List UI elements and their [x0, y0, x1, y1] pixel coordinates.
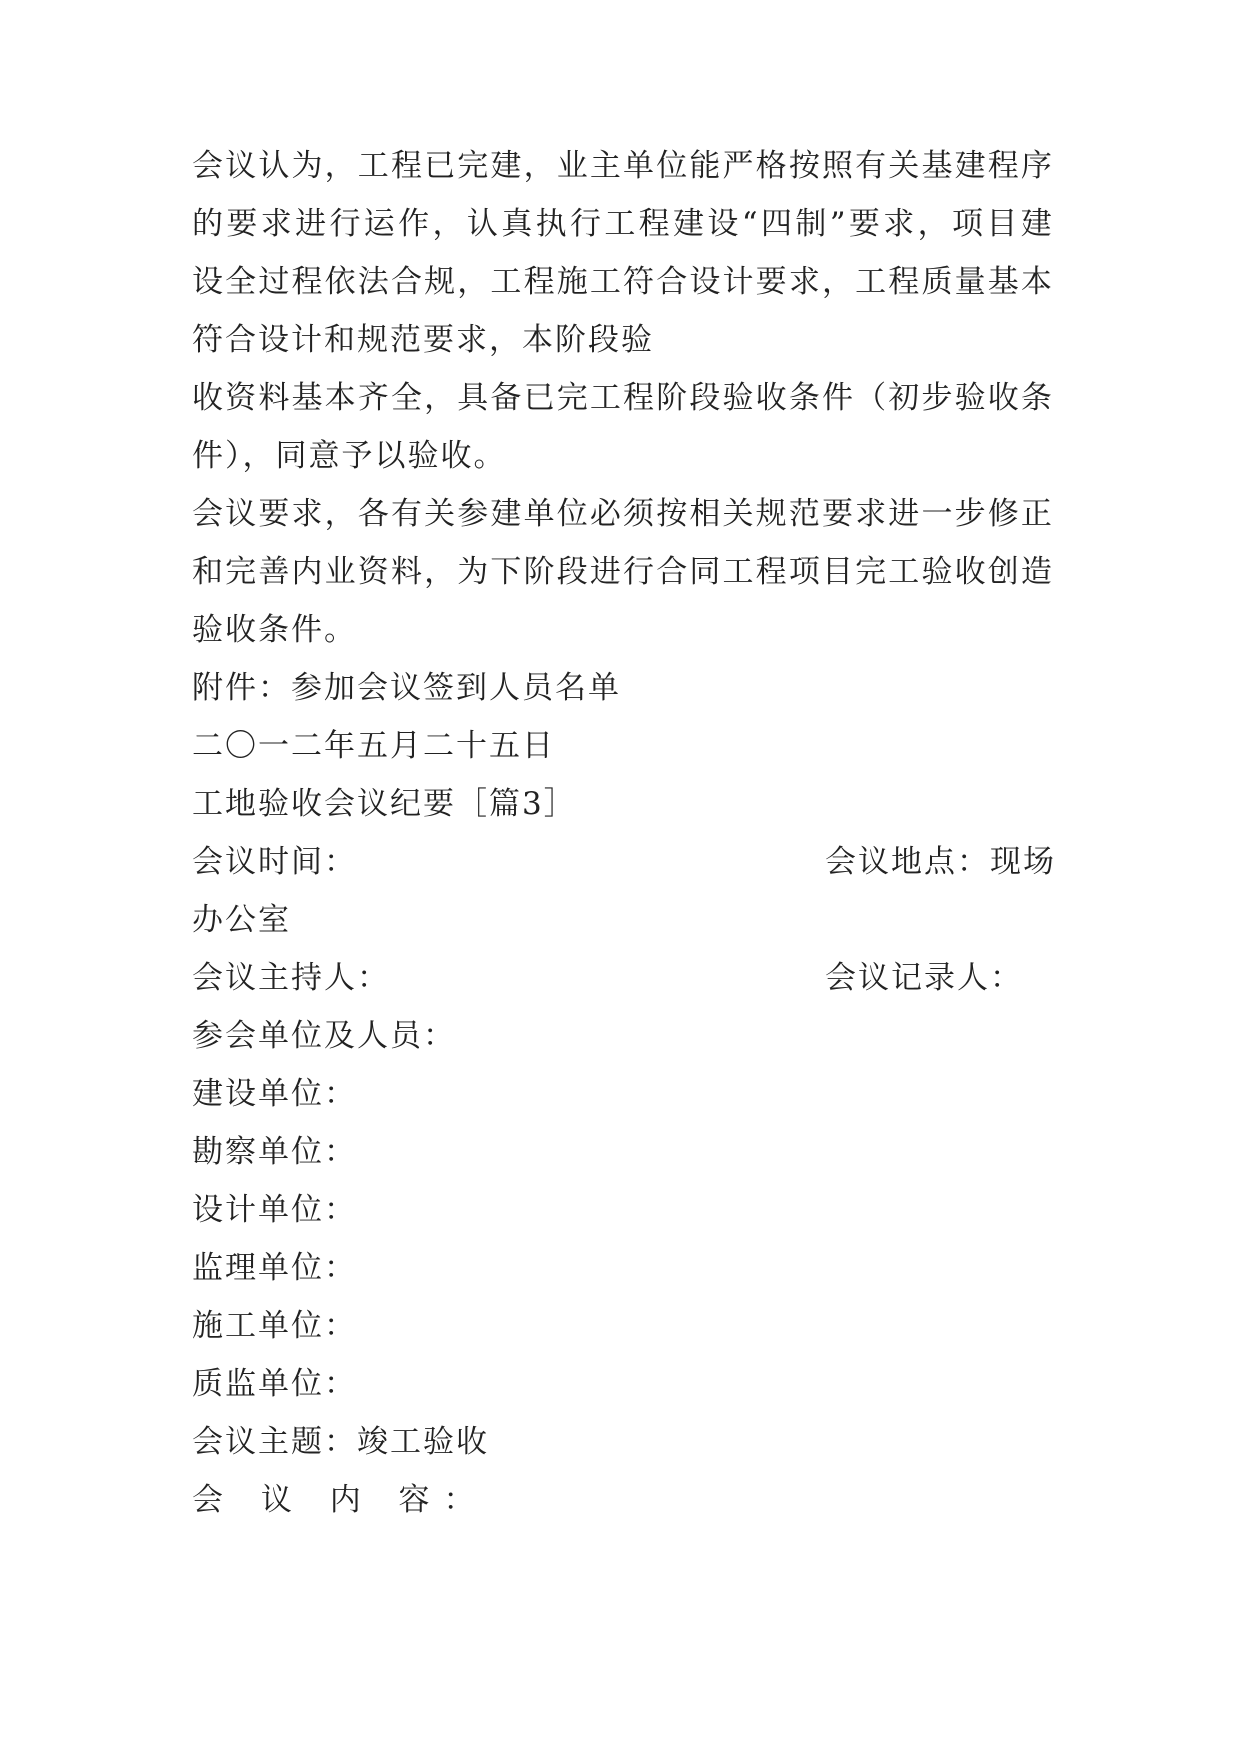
paragraph-1-line-1: 会 议 认 为 ， 工 程 已 完 建 ， 业 主 单 位 能 严 格 按 照 有 关 基 建 程 序 [192, 148, 1052, 184]
meeting-content-label: 会 议 内 容： [192, 1482, 489, 1518]
unit-quality-supervision: 质监单位： [192, 1366, 357, 1402]
date-line: 二〇一二年五月二十五日 [192, 728, 555, 764]
host-label: 会议主持人： [192, 960, 390, 996]
paragraph-2-line-1: 收 资 料 基 本 齐 全 ， 具 备 已 完 工 程 阶 段 验 收 条 件 （ 初 步 验 收 条 [192, 380, 1052, 416]
paragraph-1-line-2: 的 要 求 进 行 运 作 ， 认 真 执 行 工 程 建 设 “ 四 制 ” 要 求 ， 项 目 建 [192, 206, 1052, 242]
paragraph-3-line-1: 会 议 要 求 ， 各 有 关 参 建 单 位 必 须 按 相 关 规 范 要 求 进 一 步 修 正 [192, 496, 1052, 532]
paragraph-1-line-4: 符合设计和规范要求，本阶段验 [192, 322, 654, 358]
unit-construction: 建设单位： [192, 1076, 357, 1112]
paragraph-1-line-3: 设 全 过 程 依 法 合 规 ， 工 程 施 工 符 合 设 计 要 求 ， 工 程 质 量 基 本 [192, 264, 1052, 300]
meeting-place-label: 会议地点：现场 [825, 844, 1056, 880]
unit-survey: 勘察单位： [192, 1134, 357, 1170]
participants-label: 参会单位及人员： [192, 1018, 456, 1054]
recorder-label: 会议记录人： [825, 960, 1023, 996]
meeting-place-continuation: 办公室 [192, 902, 291, 938]
meeting-time-label: 会议时间： [192, 844, 357, 880]
section-title: 工地验收会议纪要［篇3］ [192, 786, 577, 822]
meeting-topic: 会议主题：竣工验收 [192, 1424, 489, 1460]
unit-supervision: 监理单位： [192, 1250, 357, 1286]
paragraph-3-line-2: 和 完 善 内 业 资 料 ， 为 下 阶 段 进 行 合 同 工 程 项 目 完 工 验 收 创 造 [192, 554, 1052, 590]
unit-contractor: 施工单位： [192, 1308, 357, 1344]
attachment-line: 附件：参加会议签到人员名单 [192, 670, 621, 706]
paragraph-2-line-2: 件），同意予以验收。 [192, 438, 507, 474]
unit-design: 设计单位： [192, 1192, 357, 1228]
paragraph-3-line-3: 验收条件。 [192, 612, 357, 648]
